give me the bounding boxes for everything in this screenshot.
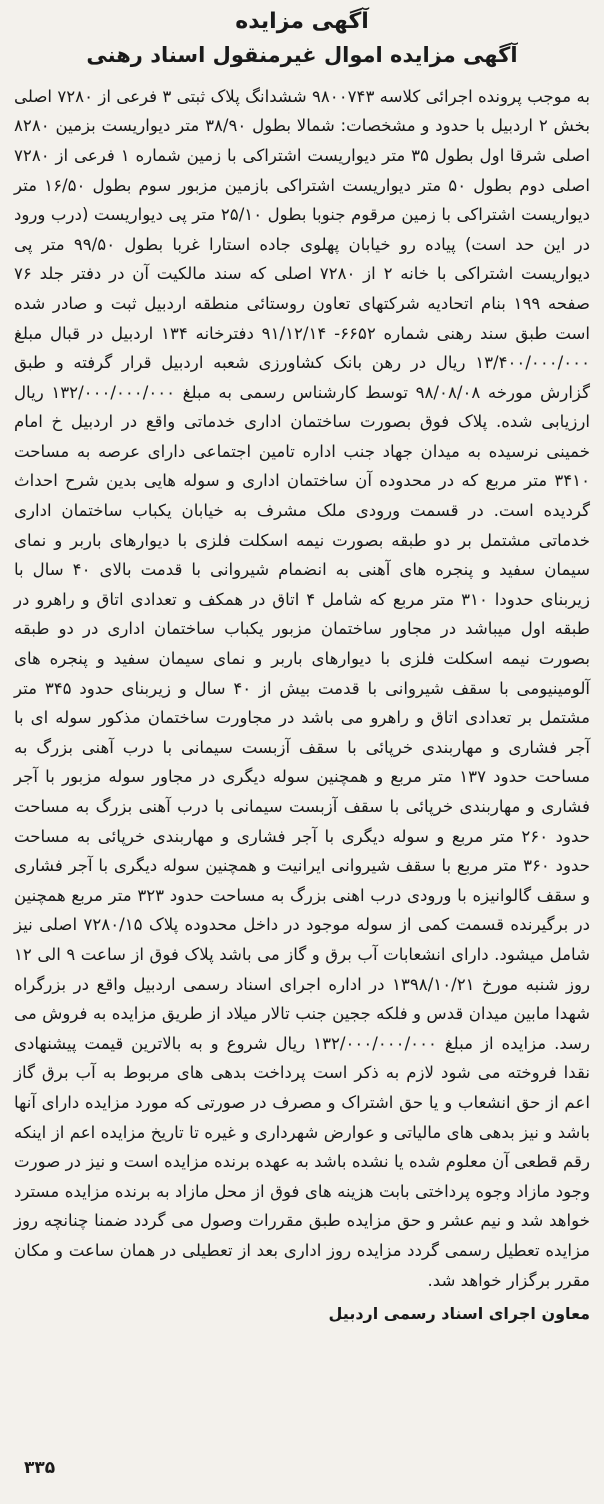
notice-title: آگهی مزایده — [235, 9, 369, 34]
notice-signature: معاون اجرای اسناد رسمی اردبیل — [328, 1304, 590, 1324]
notice-body: به موجب پرونده اجرائی کلاسه ۹۸۰۰۷۴۳ ششدانگ پلاک ثبتی ۳ فرعی از ۷۲۸۰ اصلی بخش ۲ اردبیل با حدود و مشخصات: شمالا بطول ۳۸/۹۰ متر دیواریست بزمین ۸۲۸۰ اصلی شرقا اول بطول ۳۵ متر دیواریست اشتراکی با زمین شماره ۱ فرعی از ۷۲۸۰ اصلی دوم بطول ۵۰ متر دیواریست اشتراکی بازمین مزبور سوم بطول ۱۶/۵۰ متر دیواریست اشتراکی با زمین مرقوم جنوبا بطول ۲۵/۱۰ متر پی دیواریست (درب ورود در این حد است) پیاده رو خیابان پهلوی جاده استارا غربا بطول ۹۹/۵۰ متر پی دیواریست اشتراکی با خانه ۲ از ۷۲۸۰ اصلی که سند مالکیت آن در دفتر جلد ۷۶ صفحه ۱۹۹ بنام اتحادیه شرکتهای تعاون روستائی منطقه اردبیل ثبت و صادر شده است طبق سند رهنی شماره ۶۶۵۲- ۹۱/۱۲/۱۴ دفترخانه ۱۳۴ اردبیل در قبال مبلغ ۱۳/۴۰۰/۰۰۰/۰۰۰ ریال در رهن بانک کشاورزی شعبه اردبیل قرار گرفته و طبق گزارش مورخه ۹۸/۰۸/۰۸ توسط کارشناس رسمی به مبلغ ۱۳۲/۰۰۰/۰۰۰/۰۰۰ ریال ارزیابی شده. پلاک فوق بصورت ساختمان اداری خدماتی واقع در اردبیل خ امام خمینی نرسیده به میدان جهاد جنب اداره تامین اجتماعی دارای عرصه به مساحت ۳۴۱۰ متر مربع که در محدوده آن ساختمان اداری و سوله هایی بدین شرح احداث گردیده است. در قسمت ورودی ملک مشرف به خیابان یکباب ساختمان اداری خدماتی مشتمل بر دو طبقه بصورت نیمه اسکلت فلزی با دیوارهای باربر و نمای سیمان سفید و پنجره های آهنی به انضمام شیروانی با قدمت بالای ۴۰ سال با زیربنای حدودا ۳۱۰ متر مربع که شامل ۴ اتاق در همکف و تعدادی اتاق و راهرو در طبقه اول میباشد در مجاور ساختمان مزبور یکباب ساختمان اداری در دو طبقه بصورت نیمه اسکلت فلزی با دیوارهای باربر و نمای سیمان سفید و پنجره های آلومینیومی با سقف شیروانی با قدمت بیش از ۴۰ سال و زیربنای حدود ۳۴۵ متر مشتمل بر تعدادی اتاق و راهرو می باشد در مجاورت ساختمان مذکور سوله ای با آجر فشاری و مهاربندی خرپائی با سقف آزبست سیمانی با درب آهنی بزرگ به مساحت حدود ۱۳۷ متر مربع و همچنین سوله دیگری در مجاور سوله مزبور با آجر فشاری و مهاربندی خرپائی با سقف آزبست سیمانی با درب آهنی بزرگ به مساحت حدود ۲۶۰ متر مربع و سوله دیگری با آجر فشاری و مهاربندی خرپائی به مساحت حدود ۳۶۰ متر مربع با سقف شیروانی ایرانیت و همچنین سوله دیگری با آجر فشاری و سقف گالوانیزه با ورودی درب اهنی بزرگ به مساحت حدود ۳۲۳ متر مربع همچنین در برگیرنده قسمت کمی از سوله موجود در داخل محدوده پلاک ۷۲۸۰/۱۵ اصلی نیز شامل میشود. دارای انشعابات آب برق و گاز می باشد پلاک فوق از ساعت ۹ الی ۱۲ روز شنبه مورخ ۱۳۹۸/۱۰/۲۱ در اداره اجرای اسناد رسمی اردبیل واقع در بزرگراه شهدا مابین میدان قدس و فلکه ججین جنب تالار میلاد از طریق مزایده به فروش می رسد. مزایده از مبلغ ۱۳۲/۰۰۰/۰۰۰/۰۰۰ ریال شروع و به بالاترین قیمت پیشنهادی نقدا فروخته می شود لازم به ذکر است پرداخت بدهی های مربوط به آب برق گاز اعم از حق انشعاب و یا حق اشتراک و مصرف در صورتی که مورد مزایده دارای آنها باشد و نیز بدهی های مالیاتی و عوارض شهرداری و غیره تا تاریخ مزایده اعم از اینکه رقم قطعی آن معلوم شده یا نشده باشد به عهده برنده مزایده است و نیز در صورت وجود مازاد وجوه پرداختی بابت هزینه های فوق از محل مازاد به برنده مزایده مسترد خواهد شد و نیم عشر و حق مزایده طبق مقررات وصول می گردد ضمنا چنانچه روز مزایده تعطیل رسمی گردد مزایده روز اداری بعد از تعطیلی در همان ساعت و مکان مقرر برگزار خواهد شد. — [14, 86, 591, 1290]
ad-number: ۳۳۵ — [24, 1458, 56, 1478]
notice-subtitle: آگهی مزایده اموال غیرمنقول اسناد رهنی — [86, 42, 518, 67]
